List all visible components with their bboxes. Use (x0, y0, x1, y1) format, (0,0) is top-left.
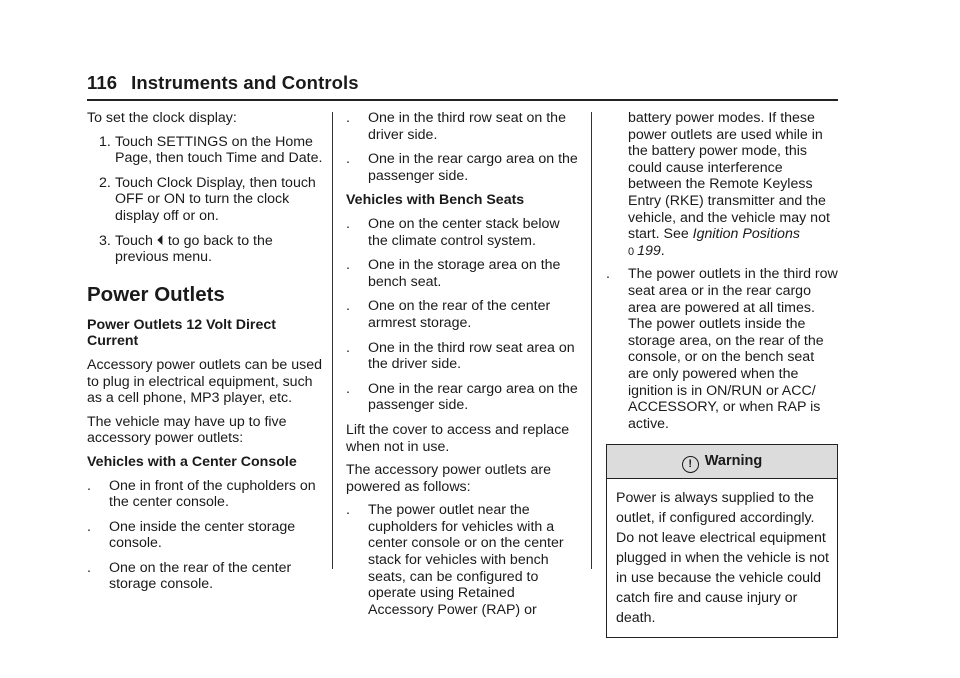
list-item: . One on the center stack below the climate control system. (346, 215, 560, 249)
section-heading: Power Outlets (87, 282, 225, 306)
paragraph: Lift the cover to access and replace when not in use. (346, 421, 570, 455)
page-number: 116 (87, 72, 118, 93)
list-item: . One inside the center storage console. (87, 518, 296, 552)
subsection-heading: Vehicles with a Center Console (87, 453, 297, 470)
subsection-heading: Vehicles with Bench Seats (346, 192, 525, 209)
paragraph: The accessory power outlets are powered as follows: (346, 462, 552, 495)
step-item: 2. Touch Clock Display, then touch OFF or ON to turn the clock display off or on. (99, 174, 316, 224)
list-item: . One in the third row seat on the driver side. (346, 110, 566, 143)
page-reference[interactable]: 199 (637, 242, 661, 259)
warning-body: Power is always supplied to the outlet, if configured accordingly. Do not leave electrical equipment plugged in when the vehicle is not in use because the vehicle could catch fire and cause injury or death. (616, 490, 829, 627)
paragraph: The vehicle may have up to five accessory power outlets: (87, 413, 287, 447)
list-item: . One in the third row seat area on the driver side. (346, 339, 575, 373)
list-item: . One in front of the cupholders on the center console. (87, 477, 316, 511)
list-item: . The power outlet near the cupholders for vehicles with a center console or on the center stack for vehicles with bench seats, can be configured to operate using Retained Accessory Power (RAP) or (346, 502, 564, 618)
header-rule (87, 99, 838, 101)
column-divider (332, 112, 333, 569)
list-item: . One in the rear cargo area on the passenger side. (346, 380, 578, 414)
section-title: Instruments and Controls (131, 72, 359, 93)
column-3 (606, 110, 838, 638)
step-item: 3. Touch ⏴ to go back to the previous menu. (99, 232, 273, 266)
page-header (87, 72, 838, 94)
list-item: . One on the rear of the center storage console. (87, 559, 292, 593)
list-item: . One in the rear cargo area on the passenger side. (346, 151, 578, 184)
list-item: . The power outlets in the third row seat area or in the rear cargo area are powered at all times. The power outlets inside the storage area, on the rear of the console, or on the bench seat are only powered when the ignition is in ON/RUN or ACC/ ACCESSORY, or when RAP is active. (606, 266, 838, 432)
warning-title: Warning (704, 453, 763, 470)
step-item: 1. Touch SETTINGS on the Home Page, then touch Time and Date. (99, 133, 323, 167)
list-item: . One in the storage area on the bench seat. (346, 257, 561, 290)
subsection-heading: Power Outlets 12 Volt Direct Current (87, 316, 276, 350)
list-item-continued: battery power modes. If these power outlets are used while in the battery power mode, this could cause interference between the Remote Keyless Entry (RKE) transmitter and the vehicle, and the vehicle may not start. See Ignition Positions 0 199. (628, 110, 830, 259)
warning-icon: ! (682, 456, 699, 473)
warning-header (607, 445, 837, 479)
paragraph: Accessory power outlets can be used to plug in electrical equipment, such as a cell phone, MP3 player, etc. (87, 356, 323, 407)
column-1 (87, 110, 324, 601)
column-2 (346, 110, 578, 626)
back-arrow-icon: ⏴ (156, 232, 164, 249)
column-divider (591, 112, 592, 569)
list-item: . One on the rear of the center armrest storage. (346, 298, 551, 331)
page-reference-icon: 0 (628, 245, 635, 258)
warning-box (606, 444, 838, 638)
intro-text: To set the clock display: (87, 110, 237, 126)
cross-reference-link[interactable]: Ignition Positions (692, 226, 800, 243)
